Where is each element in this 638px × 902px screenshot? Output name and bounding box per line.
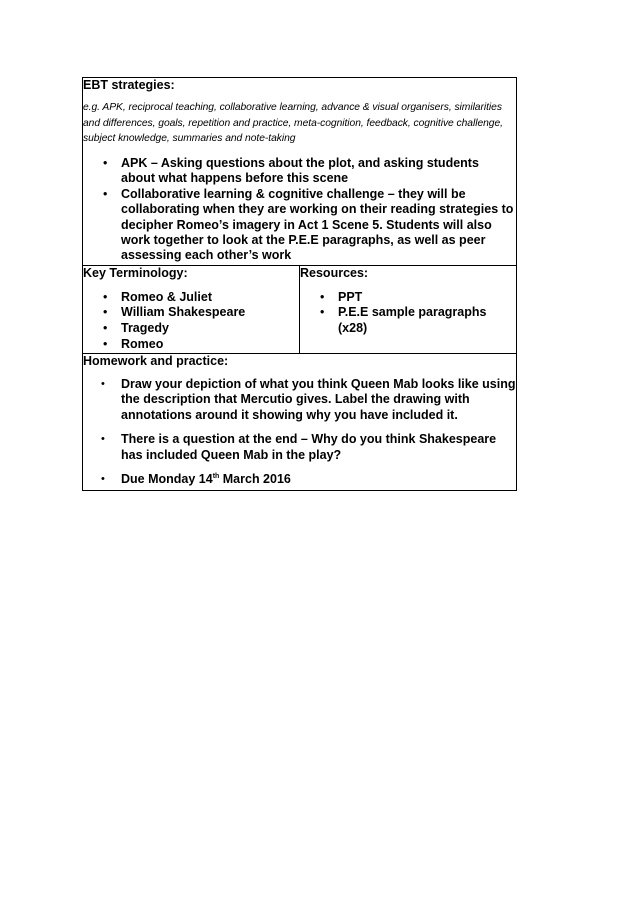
list-item	[320, 289, 516, 305]
list-item	[103, 321, 299, 336]
resources-cell	[300, 265, 517, 353]
list-item	[320, 305, 516, 336]
terminology-cell	[83, 265, 300, 353]
list-item	[101, 432, 516, 463]
bullet-icon: •	[320, 305, 325, 320]
bullet-icon: •	[103, 289, 108, 304]
ebt-examples: e.g. APK, reciprocal teaching, collaborative learning, advance & visual organisers, similarities and differences, goals, repetition and practice, meta-cognition, feedback, cognitive challenge, subject knowledge, summaries and note-taking	[83, 102, 503, 144]
list-item	[101, 376, 516, 424]
list-item	[103, 336, 299, 352]
terminology-item: Romeo & Juliet	[121, 289, 212, 304]
terminology-heading: Key Terminology:	[83, 265, 188, 280]
ebt-cell	[83, 78, 517, 266]
homework-heading: Homework and practice:	[83, 353, 229, 368]
ebt-bullet-text: Collaborative learning & cognitive challenge – they will be collaborating when they are working on their reading strategies to decipher Romeo’s imagery in Act 1 Scene 5. Students will also work together to look at the P.E.E paragraphs, as well as peer assessing each other’s work	[121, 187, 514, 263]
bullet-icon: •	[101, 433, 105, 446]
list-item	[103, 187, 516, 263]
resource-item: P.E.E sample paragraphs (x28)	[338, 305, 487, 335]
bullet-icon: •	[103, 336, 108, 351]
bullet-icon: •	[101, 473, 105, 486]
list-item	[101, 472, 516, 488]
terminology-list	[83, 290, 299, 353]
bullet-icon: •	[103, 321, 108, 336]
list-item	[103, 289, 299, 305]
ebt-bullet-text: APK – Asking questions about the plot, and asking students about what happens before this scene	[121, 155, 479, 185]
terminology-item: Tragedy	[121, 321, 169, 336]
bullet-icon: •	[103, 155, 108, 170]
homework-item: There is a question at the end – Why do you think Shakespeare has included Queen Mab in the play?	[121, 432, 497, 462]
ebt-row	[83, 78, 517, 266]
terminology-item: William Shakespeare	[121, 305, 246, 320]
bullet-icon: •	[320, 289, 325, 304]
bullet-icon: •	[101, 377, 105, 390]
terminology-item: Romeo	[121, 336, 164, 351]
resources-heading: Resources:	[300, 265, 369, 280]
due-date-prefix: Due Monday 14	[121, 472, 213, 487]
lesson-plan-table	[82, 77, 517, 491]
homework-cell	[83, 353, 517, 490]
bullet-icon: •	[103, 187, 108, 202]
list-item	[103, 155, 516, 187]
list-item	[103, 305, 299, 320]
resource-item: PPT	[338, 289, 363, 304]
homework-list	[83, 377, 516, 488]
homework-item: Draw your depiction of what you think Queen Mab looks like using the description that Mercutio gives. Label the drawing with annotations around it showing why you have included it.	[121, 376, 516, 422]
bullet-icon: •	[103, 305, 108, 320]
due-date-ordinal: th	[212, 473, 220, 481]
ebt-heading: EBT strategies:	[83, 78, 175, 92]
due-date-suffix: March 2016	[219, 472, 291, 487]
ebt-bullet-list	[83, 156, 516, 264]
terminology-resources-row	[83, 265, 517, 353]
homework-row	[83, 353, 517, 490]
resources-list	[300, 290, 516, 336]
due-date	[121, 472, 291, 486]
